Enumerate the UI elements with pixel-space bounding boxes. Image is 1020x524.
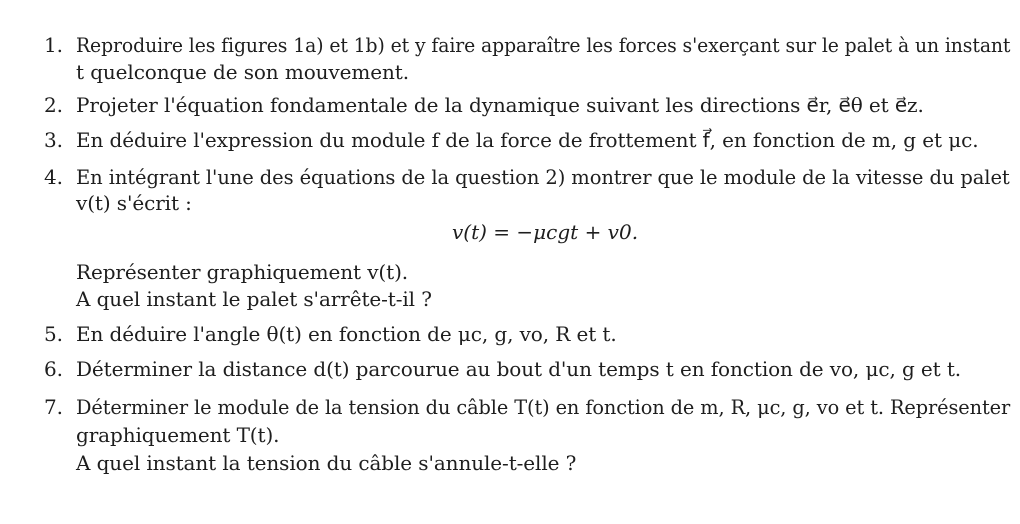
question-text-line: graphiquement T(t). [76,423,280,447]
question-text-line: En déduire l'angle θ(t) en fonction de μc, g, vo, R et t. [76,322,617,346]
question-text-line: Déterminer le module de la tension du câble T(t) en fonction de m, R, μc, g, vo et t. Représenter [76,395,1011,419]
question-text-line: En intégrant l'une des équations de la question 2) montrer que le module de la vitesse du palet [76,165,1010,189]
question-text-line: v(t) s'écrit : [76,191,192,215]
question-text-line: t quelconque de son mouvement. [76,60,409,84]
question-text-line: Projeter l'équation fondamentale de la dynamique suivant les directions e⃗r, e⃗θ et e⃗z. [76,93,924,117]
question-text-line: En déduire l'expression du module f de la force de frottement f⃗, en fonction de m, g et μc. [76,128,979,152]
question-number: 6. [44,357,63,381]
question-text-line: A quel instant la tension du câble s'annule-t-elle ? [76,451,577,475]
question-number: 3. [44,128,63,152]
question-number: 1. [44,33,63,57]
question-number: 2. [44,93,63,117]
question-number: 4. [44,165,63,189]
question-number: 7. [44,395,63,419]
question-text-line: Représenter graphiquement v(t). [76,260,409,284]
velocity-formula: v(t) = −μcgt + v0. [452,220,639,244]
question-number: 5. [44,322,63,346]
question-text-line: Déterminer la distance d(t) parcourue au bout d'un temps t en fonction de vo, μc, g et t. [76,357,962,381]
question-text-line: Reproduire les figures 1a) et 1b) et y faire apparaître les forces s'exerçant sur le palet à un instant [76,33,1011,57]
question-text-line: A quel instant le palet s'arrête-t-il ? [76,287,432,311]
